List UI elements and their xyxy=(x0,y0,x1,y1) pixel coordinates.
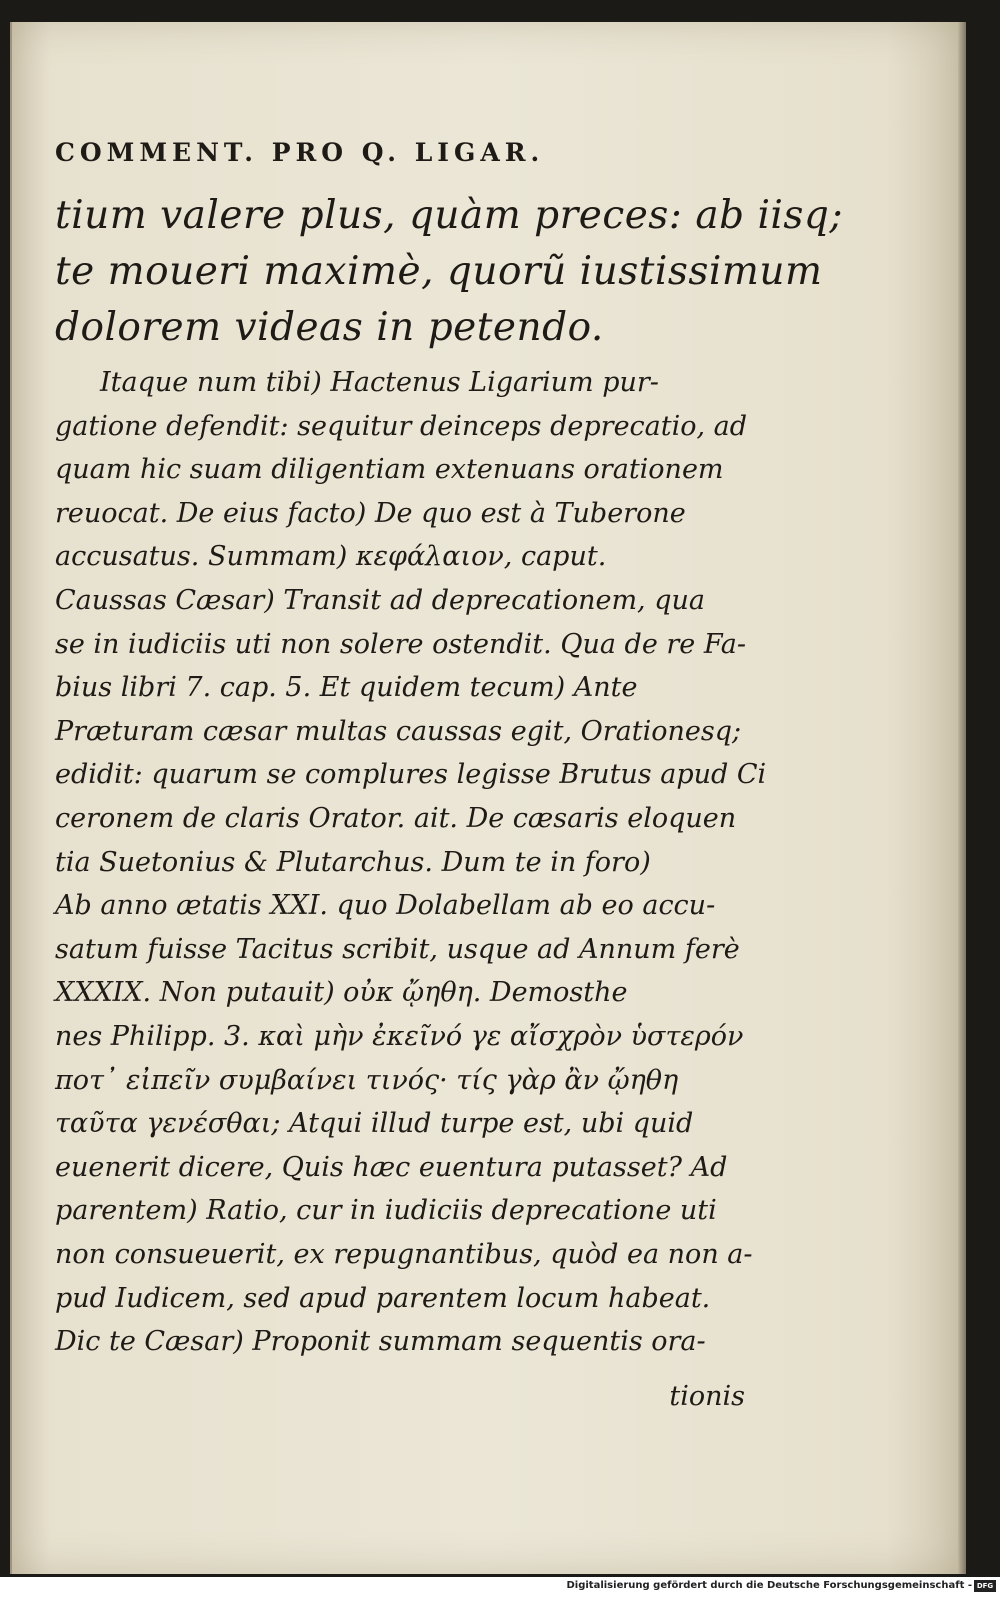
commentary-line: ποτ᾽ εἰπεῖν συμβαίνει τινός· τίς γὰρ ἂν ᾤηθη xyxy=(55,1065,679,1096)
commentary-line: pud Iudicem, sed apud parentem locum habeat. xyxy=(55,1283,711,1314)
commentary-line: Itaque num tibi) Hactenus Ligarium pur- xyxy=(100,367,659,398)
verse-line: tium valere plus, quàm preces: ab iisq; xyxy=(55,193,844,238)
commentary-line: tia Suetonius & Plutarchus. Dum te in foro) xyxy=(55,847,651,878)
commentary-line: Caussas Cæsar) Transit ad deprecationem, qua xyxy=(55,585,705,616)
commentary-line: satum fuisse Tacitus scribit, usque ad Annum ferè xyxy=(55,934,740,965)
commentary-line: non consueuerit, ex repugnantibus, quòd ea non a- xyxy=(55,1239,753,1270)
digitization-credit: Digitalisierung gefördert durch die Deutsche Forschungsgemeinschaft - xyxy=(566,1580,972,1591)
commentary-line: euenerit dicere, Quis hæc euentura putasset? Ad xyxy=(55,1152,728,1183)
footer-bar xyxy=(0,1577,1000,1597)
page-edge xyxy=(958,22,966,1574)
verse-line: dolorem videas in petendo. xyxy=(55,305,604,350)
commentary-line: edidit: quarum se complures legisse Brutus apud Ci xyxy=(55,759,767,790)
commentary-line: gatione defendit: sequitur deinceps deprecatio, ad xyxy=(55,411,748,442)
commentary-line: accusatus. Summam) κεφάλαιον, caput. xyxy=(55,541,607,572)
verse-line: te moueri maximè, quorũ iustissimum xyxy=(55,249,823,294)
catchword: tionis xyxy=(669,1381,745,1412)
commentary-line: parentem) Ratio, cur in iudiciis deprecatione uti xyxy=(55,1195,717,1226)
commentary-line: nes Philipp. 3. καὶ μὴν ἐκεῖνό γε αἴσχρὸν ὑστερόν xyxy=(55,1021,744,1052)
commentary-line: ceronem de claris Orator. ait. De cæsaris eloquen xyxy=(55,803,737,834)
commentary-line: bius libri 7. cap. 5. Et quidem tecum) Ante xyxy=(55,672,638,703)
commentary-line: ταῦτα γενέσθαι; Atqui illud turpe est, ubi quid xyxy=(55,1108,694,1139)
commentary-line: Dic te Cæsar) Proponit summam sequentis ora- xyxy=(55,1326,706,1357)
dfg-logo: DFG xyxy=(974,1580,996,1592)
running-head: COMMENT. PRO Q. LIGAR. xyxy=(55,138,545,167)
commentary-line: quam hic suam diligentiam extenuans orationem xyxy=(55,454,724,485)
commentary-line: XXXIX. Non putauit) οὐκ ᾤηθη. Demosthe xyxy=(55,977,628,1008)
commentary-line: se in iudiciis uti non solere ostendit. Qua de re Fa- xyxy=(55,629,746,660)
commentary-line: Præturam cæsar multas caussas egit, Orationesq; xyxy=(55,716,742,747)
commentary-line: reuocat. De eius facto) De quo est à Tuberone xyxy=(55,498,686,529)
commentary-line: Ab anno ætatis XXI. quo Dolabellam ab eo accu- xyxy=(55,890,716,921)
